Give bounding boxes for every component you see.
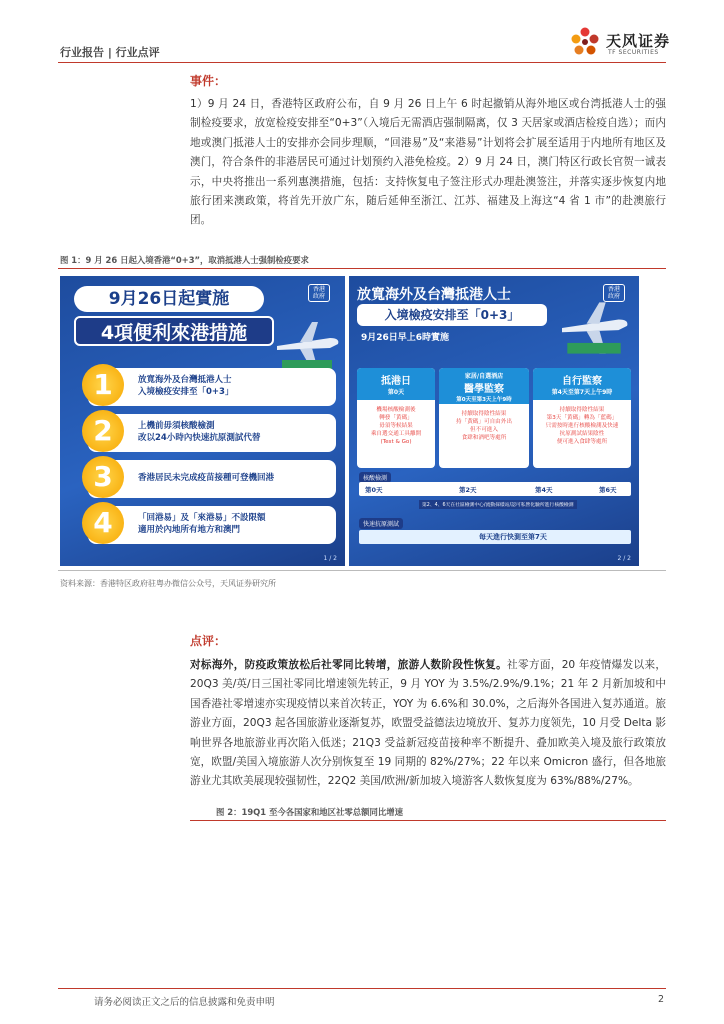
card-subtitle: 醫學監察 bbox=[464, 384, 504, 395]
footer-divider bbox=[58, 988, 666, 989]
timeline-label-rapid: 快速抗原測試 bbox=[359, 518, 403, 529]
timeline-day-6: 第6天 bbox=[599, 486, 617, 494]
timeline-label-pcr: 核酸檢測 bbox=[359, 472, 391, 483]
report-category-label: 行业报告 | 行业点评 bbox=[60, 46, 160, 59]
header-divider bbox=[58, 62, 666, 63]
timeline-bar bbox=[359, 482, 631, 496]
quarantine-card-arrival bbox=[357, 368, 435, 468]
card-title: 家居/自選酒店 bbox=[464, 373, 504, 380]
measure-text-3a: 香港居民未完成疫苗接種可登機回港 bbox=[138, 473, 275, 483]
quarantine-card-self bbox=[533, 368, 631, 468]
quarantine-card-medical bbox=[439, 368, 529, 468]
event-paragraph: 1）9 月 24 日，香港特区政府公布，自 9 月 26 日上午 6 时起撤销从海外地区或台湾抵港人士的强制检疫要求，放宽检疫安排至“0+3”（入境后无需酒店强制隔离，仅 3 天居家或酒店检疫自选）；而内地或澳门抵港人士的安排亦会同步理顺，“回港易”及“来港易”计划将会扩展至适用于内地所有地区及澳门，符合条件的非港居民可通过计划预约入港免检疫。2）9 月 24 日，澳门特区行政长官贺一诚表示，中央将推出一系列惠澳措施，包括：支持恢复电子签注形式办理赴澳签注，并落实逐步恢复内地旅行团来澳政策，将首先开放广东，随后延伸至浙江、江苏、福建及上海这“4 省 1 市”的赴澳旅行团。 bbox=[190, 98, 666, 227]
poster-left-title-1: 9月26日起實施 bbox=[74, 286, 264, 312]
poster-right-title-2: 入境檢疫安排至「0+3」 bbox=[357, 304, 547, 326]
review-body-text: 社零方面，20 年疫情爆发以来，20Q3 美/英/日三国社零同比增速领先转正，9 月 YOY 为 3.5%/2.9%/9.1%；21 年 2 月新加坡和中国香港社零增速亦实现疫情以来首次转正，YOY 为 6.6%和 30.0%，之后海外各国进入复苏通道。旅游业方面，20Q3 起各国旅游业逐渐复苏，欧盟受益德法边境放开、复苏力度领先，10 月受 Delta 影响世界各地旅游业再次陷入低迷；21Q3 受益新冠疫苗接种率不断提升、叠加欧美入境及旅行政策放宽，欧盟/美国入境旅游人次分别恢复至 19 同期的 82%/27%；22 年以来 Omicron 盛行，但各地旅游业尤其欧美展现较强韧性，22Q2 美国/欧洲/新加坡入境游客人数恢复度为 63%/88%/27%。 bbox=[190, 659, 666, 788]
measure-text-4b: 適用於內地所有地方和澳門 bbox=[138, 525, 241, 535]
card-body: 持續取得陰性結果 持「黃碼」可自由外出 但不可進入 食肆和酒吧等處所 bbox=[456, 411, 512, 441]
poster-right-subtitle: 9月26日早上6時實施 bbox=[361, 333, 450, 343]
card-body: 持續取得陰性結果 第3天「黃碼」轉為「藍碼」 只需按時進行核酸檢測及快速 抗原測試結果陰性 便可進入食肆等處所 bbox=[545, 407, 619, 445]
timeline-note: 第2、4、6天在社區檢測中心/流動採樣站/認可私營化驗所進行核酸檢測 bbox=[419, 500, 577, 509]
footer-disclaimer: 请务必阅读正文之后的信息披露和免责申明 bbox=[94, 997, 275, 1008]
card-title: 自行監察 bbox=[562, 376, 602, 387]
measure-number-4: 4 bbox=[82, 502, 124, 544]
company-logo bbox=[570, 26, 670, 60]
poster-right-badge: 香港 政府 bbox=[603, 284, 625, 302]
page-number: 2 bbox=[657, 994, 664, 1005]
measure-number-2: 2 bbox=[82, 410, 124, 452]
airplane-icon bbox=[554, 296, 634, 360]
figure1-bottom-divider bbox=[58, 570, 666, 571]
poster-right bbox=[349, 276, 639, 566]
measure-item-3 bbox=[88, 460, 336, 498]
measure-number-1: 1 bbox=[82, 364, 124, 406]
review-section-title: 点评： bbox=[190, 634, 227, 648]
poster-left-badge: 香港 政府 bbox=[308, 284, 330, 302]
measure-text-1b: 入境檢疫安排至「0+3」 bbox=[138, 387, 234, 397]
card-header bbox=[357, 368, 435, 400]
logo-chinese-name: 天风证券 bbox=[606, 32, 671, 50]
measure-item-2 bbox=[88, 414, 336, 452]
measure-text-1a: 放寬海外及台灣抵港人士 bbox=[138, 375, 232, 385]
measure-text-2a: 上機前毋須核酸檢測 bbox=[138, 421, 215, 431]
timeline-day-4: 第4天 bbox=[535, 486, 553, 494]
measure-text-4a: 「回港易」及「來港易」不設限額 bbox=[138, 513, 266, 523]
card-subtitle: 第0天 bbox=[387, 389, 405, 396]
card-title: 抵港日 bbox=[381, 376, 411, 387]
poster-right-title-1: 放寬海外及台灣抵港人士 bbox=[357, 287, 511, 303]
poster-left-page: 1 / 2 bbox=[323, 555, 337, 562]
timeline-day-2: 第2天 bbox=[459, 486, 477, 494]
figure2-caption: 图 2：19Q1 至今各国家和地区社零总额同比增速 bbox=[216, 807, 404, 817]
card-period: 第0天至第3天上午9時 bbox=[456, 397, 512, 403]
timeline-day-0: 第0天 bbox=[365, 486, 383, 494]
airplane-icon bbox=[272, 316, 342, 376]
figure1-top-divider bbox=[58, 268, 666, 269]
rapid-test-note: 每天進行快測至第7天 bbox=[479, 533, 547, 541]
measure-text-2b: 改以24小時內快速抗原測試代替 bbox=[138, 433, 261, 443]
poster-left-title-2: 4項便利來港措施 bbox=[74, 316, 274, 346]
measure-item-1 bbox=[88, 368, 336, 406]
card-header bbox=[439, 368, 529, 404]
review-paragraph bbox=[190, 656, 666, 792]
logo-english-name: TF SECURITIES bbox=[608, 49, 659, 56]
figure1-source: 资料来源：香港特区政府驻粤办微信公众号，天风证券研究所 bbox=[60, 579, 276, 588]
measure-number-3: 3 bbox=[82, 456, 124, 498]
review-lead-sentence: 对标海外，防疫政策放松后社零同比转增，旅游人数阶段性恢复。 bbox=[190, 659, 508, 671]
poster-left bbox=[60, 276, 345, 566]
card-body: 機場核酸檢測後 轉發「黃碼」 毋須等候結果 乘自選交通工具離開 (Test & Go) bbox=[370, 407, 422, 445]
card-subtitle: 第4天至第7天上午9時 bbox=[551, 389, 613, 396]
measure-item-4 bbox=[88, 506, 336, 544]
logo-flower-icon bbox=[570, 26, 600, 60]
poster-right-page: 2 / 2 bbox=[617, 555, 631, 562]
card-header bbox=[533, 368, 631, 400]
figure2-divider bbox=[190, 820, 666, 821]
event-section-title: 事件： bbox=[190, 74, 227, 88]
figure1-caption: 图 1：9 月 26 日起入境香港“0+3”，取消抵港人士强制检疫要求 bbox=[60, 255, 309, 265]
